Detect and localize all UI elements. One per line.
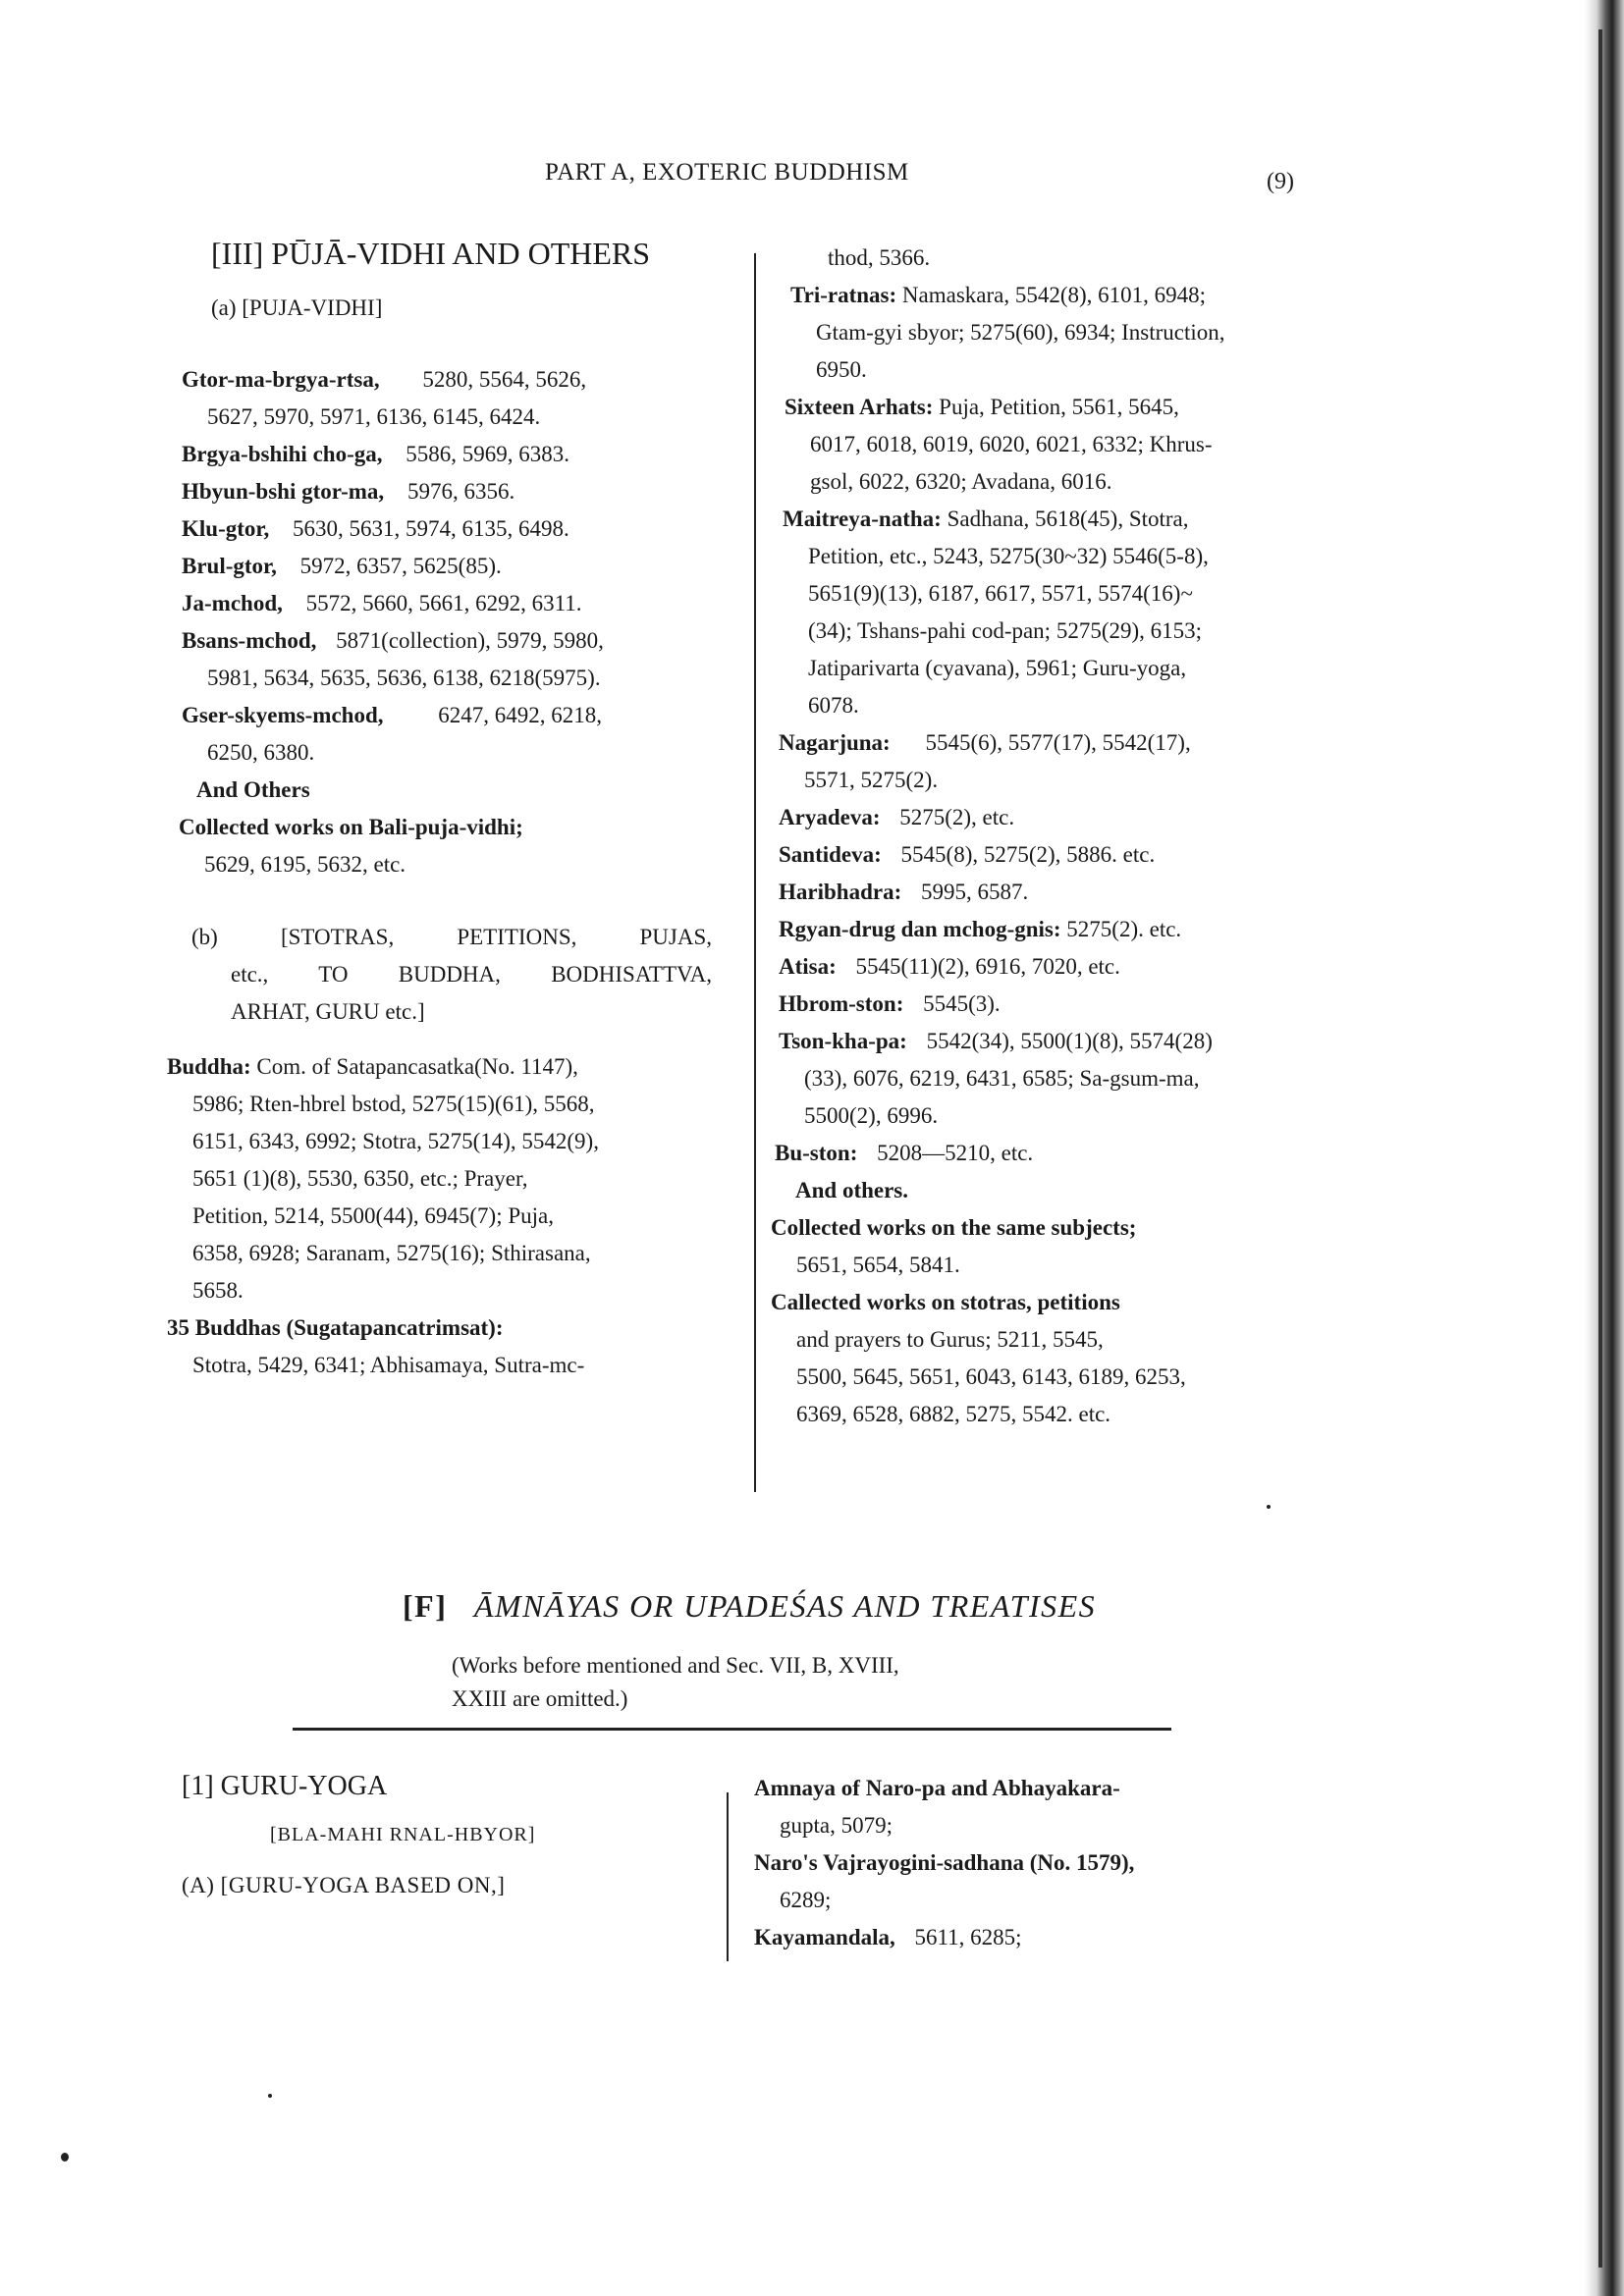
guru-yoga-right — [754, 1770, 1343, 1956]
page-number: (9) — [1267, 169, 1294, 194]
entry: Sixteen Arhats: Puja, Petition, 5561, 5645, 6017, 6018, 6019, 6020, 6021, 6332; Khrus- gsol, 6022, 6320; Avadana, 6016. — [785, 395, 1213, 494]
entry: Amnaya of Naro-pa and Abhayakara- gupta, 5079; — [754, 1776, 1120, 1838]
entry: Rgyan-drug dan mchog-gnis: 5275(2). etc. — [779, 917, 1182, 941]
entry: Naro's Vajrayogini-sadhana (No. 1579), 6289; — [754, 1850, 1135, 1912]
binding-shadow-line — [1598, 29, 1602, 2268]
entry: Tson-kha-pa: 5542(34), 5500(1)(8), 5574(28) (33), 6076, 6219, 6431, 6585; Sa-gsum-ma, 5500(2), 6996. — [779, 1029, 1213, 1128]
and-others-label: And others. — [795, 1178, 909, 1202]
column-divider-bottom — [727, 1792, 729, 1961]
right-column: thod, 5366. Tri-ratnas: Namaskara, 5542(8), 6101, 6948; Gtam-gyi sbyor; 5275(60), 6934; Instruction, 6950. Sixteen Arhats: Puja, Petition, 5561, 5645, 6017, 6018, 6019, 6020, 6021, 6332; Khrus- gsol, 6022, 6320; Avadana, 6016. Maitreya-natha: Sadhana, 5618(45), Stotra, Petition, etc., 5243, 5275(30~32) 5546(5-8), 5651(9)(13), 6187, 6617, 5571, 5574(16)~ (34); Tshans-pahi cod-pan; 5275(29), 6153; Jatiparivarta (cyavana), 5961; Guru-yoga, 6078. Nagarjuna: 5545(6), 5577(17), 5542(17), 5571, 5275(2). Aryadeva: 5275(2), etc. Santideva: 5545(8), 5275(2), 5886. etc. Haribhadra: 5995, 6587. Rgyan-drug dan mchog-gnis: 5275(2). etc. Atisa: 5545(11)(2), 6916, 7020, etc. Hbrom-ston: 5545(3). Tson-kha-pa: 5542(34), 5500(1)(8), 5574(28) (33), 6076, 6219, 6431, 6585; Sa-gsum-ma, 5500(2), 6996. Bu-ston: 5208—5210, etc. And others. Collected works on the same subjects; 5651, 5654, 5841. Callected works on stotras, petitions and prayers to Gurus; 5211, 5545, 5500, 5645, 5651, 6043, 6143, 6189, 6253, 6369, 6528, 6882, 5275, 5542. etc. — [771, 240, 1340, 1433]
entry: Hbyun-bshi gtor-ma, 5976, 6356. — [182, 479, 515, 504]
section-f-note: (Works before mentioned and Sec. VII, B, XVIII, XXIII are omitted.) — [452, 1653, 899, 1711]
entry: Aryadeva: 5275(2), etc. — [779, 805, 1015, 829]
entry: Hbrom-ston: 5545(3). — [779, 991, 1001, 1016]
entry: Klu-gtor, 5630, 5631, 5974, 6135, 6498. — [182, 516, 569, 541]
sub-heading-a: (a) [PUJA-VIDHI] — [211, 295, 383, 320]
section-title-puja-vidhi: [III] PŪJĀ-VIDHI AND OTHERS — [211, 236, 651, 271]
entry: Ja-mchod, 5572, 5660, 5661, 6292, 6311. — [182, 591, 582, 615]
entry: Maitreya-natha: Sadhana, 5618(45), Stotra, Petition, etc., 5243, 5275(30~32) 5546(5-8), 5651(9)(13), 6187, 6617, 5571, 5574(16)~ (34); Tshans-pahi cod-pan; 5275(29), 6153; Jatiparivarta (cyavana), 5961; Guru-yoga, 6078. — [783, 507, 1209, 718]
entry: Gser-skyems-mchod, 6247, 6492, 6218, 6250, 6380. — [182, 703, 602, 765]
running-head: PART A, EXOTERIC BUDDHISM — [545, 159, 909, 186]
entry: Atisa: 5545(11)(2), 6916, 7020, etc. — [779, 954, 1120, 979]
entry-buddha: Buddha: Com. of Satapancasatka(No. 1147), 5986; Rten-hbrel bstod, 5275(15)(61), 5568, 6151, 6343, 6992; Stotra, 5275(14), 5542(9), 5651 (1)(8), 5530, 6350, etc.; Prayer, Petition, 5214, 5500(44), 6945(7); Puja, 6358, 6928; Saranam, 5275(16); Sthirasana, 5658. — [167, 1054, 599, 1303]
entry: Santideva: 5545(8), 5275(2), 5886. etc. — [779, 842, 1156, 867]
scan-speck — [268, 2094, 272, 2098]
sub-heading-b: (b) [STOTRAS, PETITIONS, PUJAS, etc., TO BUDDHA, BODHISATTVA, ARHAT, GURU etc.] — [191, 925, 712, 1024]
entry: Collected works on Bali-puja-vidhi; 5629, 6195, 5632, etc. — [179, 815, 523, 877]
entry: Bsans-mchod, 5871(collection), 5979, 5980, 5981, 5634, 5635, 5636, 6138, 6218(5975). — [182, 628, 604, 690]
entry: Brul-gtor, 5972, 6357, 5625(85). — [182, 554, 502, 578]
guru-yoga-title: [1] GURU-YOGA — [182, 1771, 388, 1801]
entry: Haribhadra: 5995, 6587. — [779, 880, 1029, 904]
entry: Kayamandala, 5611, 6285; — [754, 1925, 1022, 1949]
entry: Tri-ratnas: Namaskara, 5542(8), 6101, 6948; Gtam-gyi sbyor; 5275(60), 6934; Instruction, 6950. — [790, 283, 1225, 382]
entry-35-buddhas: 35 Buddhas (Sugatapancatrimsat): Stotra, 5429, 6341; Abhisamaya, Sutra-mc- — [167, 1315, 585, 1377]
entry: Collected works on the same subjects; 5651, 5654, 5841. — [771, 1215, 1137, 1277]
guru-yoga-subtitle: [BLA-MAHI RNAL-HBYOR] — [270, 1824, 536, 1845]
entry: Bu-ston: 5208—5210, etc. — [775, 1141, 1034, 1165]
entry: Gtor-ma-brgya-rtsa, 5280, 5564, 5626, 5627, 5970, 5971, 6136, 6145, 6424. — [182, 367, 587, 429]
entry: Nagarjuna: 5545(6), 5577(17), 5542(17), 5571, 5275(2). — [779, 730, 1191, 792]
book-binding-edge — [1585, 0, 1624, 2296]
left-column — [167, 234, 731, 1384]
scan-speck — [1267, 1505, 1271, 1509]
section-f-rule — [293, 1728, 1171, 1731]
entry: Callected works on stotras, petitions and prayers to Gurus; 5211, 5545, 5500, 5645, 5651, 6043, 6143, 6189, 6253, 6369, 6528, 6882, 5275, 5542. etc. — [771, 1290, 1186, 1426]
scan-speck — [61, 2153, 69, 2162]
entry: Brgya-bshihi cho-ga, 5586, 5969, 6383. — [182, 442, 569, 466]
guru-yoga-sub-a: (A) [GURU-YOGA BASED ON,] — [182, 1873, 506, 1897]
and-others-label: And Others — [196, 777, 310, 802]
column-divider-top — [754, 253, 756, 1492]
section-f-heading: [F] ĀMNĀYAS OR UPADEŚAS AND TREATISES — [403, 1588, 1097, 1624]
guru-yoga-left — [182, 1767, 712, 1904]
